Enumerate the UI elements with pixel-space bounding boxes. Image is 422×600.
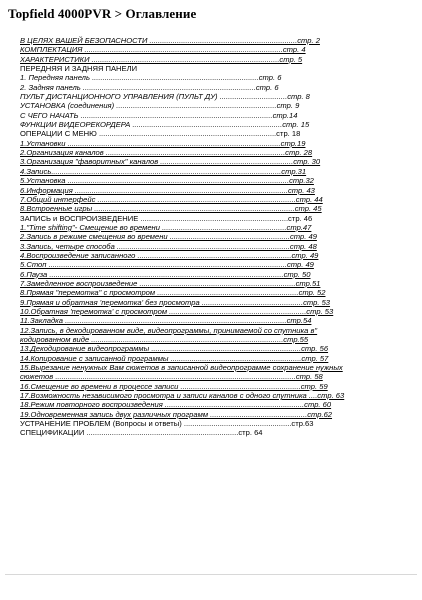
toc-entry[interactable]: 3.Организация "фаворитных" каналов ...............................................................стр. 30 bbox=[20, 157, 321, 167]
toc-entry[interactable]: 7.Замедленное воспроизведение ..........................................................................стр.51 bbox=[20, 278, 321, 288]
toc-entry[interactable]: ОПЕРАЦИИ С МЕНЮ ....................................................................................стр. 18 bbox=[20, 129, 301, 139]
toc-entry[interactable]: 18.Режим повторного воспроизведения ..................................................................стр. 60 bbox=[20, 400, 332, 410]
toc-entry[interactable]: 10.Обратная 'перемотка' с просмотром .................................................................стр. 53 bbox=[20, 306, 334, 316]
toc-entry[interactable]: 3.Запись, четыре способа ..................................................................................стр. 48 bbox=[20, 241, 317, 251]
toc-entry[interactable]: кодированном виде ...........................................................................................стр.55 bbox=[20, 335, 309, 344]
toc-entry[interactable]: 7.Общий интерфейс ..............................................................................................стр. 44 bbox=[20, 194, 323, 204]
toc-entry[interactable]: 1."Time shifting"- Смещение во времени ...........................................................стр.47 bbox=[20, 222, 312, 232]
toc-entry[interactable]: 14.Копирование с записанной программы ..............................................................стр. 57 bbox=[20, 353, 329, 363]
toc-entry[interactable]: ХАРАКТЕРИСТИКИ .........................................................................................стр. 5 bbox=[20, 54, 303, 64]
toc-entry[interactable]: 1.Установки .....................................................................................................стр.19 bbox=[20, 138, 306, 148]
toc-entry[interactable]: 19.Одновременная запись двух различных программ ..............................................стр.62 bbox=[20, 409, 333, 419]
toc-entry[interactable]: 5.Установка .........................................................................................................стр.32 bbox=[20, 176, 314, 186]
toc-entry[interactable]: 6.Информация .....................................................................................................стр. 43 bbox=[20, 185, 315, 195]
toc-entry[interactable]: В ЦЕЛЯХ ВАШЕЙ БЕЗОПАСНОСТИ ......................................................................стр. 2 bbox=[20, 36, 320, 45]
toc-entry[interactable]: КОМПЛЕКТАЦИЯ ..............................................................................................стр. 4 bbox=[20, 45, 306, 55]
toc-entry[interactable]: сюжетов ..................................................................................................................стр. 58 bbox=[20, 372, 323, 382]
toc-entry[interactable]: 9.Прямая и обратная 'перемотка' без просмотра ................................................стр. 53 bbox=[20, 297, 331, 307]
toc-entry[interactable]: 8.Прямая "перемотка" с просмотром ...................................................................стр. 52 bbox=[20, 288, 326, 298]
page-title: Topfield 4000PVR > Оглавление bbox=[8, 6, 197, 21]
toc-entry[interactable]: УСТРАНЕНИЕ ПРОБЛЕМ (Вопросы и ответы) ...................................................стр.63 bbox=[20, 419, 314, 429]
page-divider bbox=[5, 574, 417, 575]
toc-entry[interactable]: 2. Задняя панель ..................................................................................стр. 6 bbox=[20, 82, 279, 92]
toc-entry[interactable]: 6.Пауза ...............................................................................................................стр. 50 bbox=[20, 269, 311, 279]
toc-entry[interactable]: 5.Стоп .................................................................................................................стр. 49 bbox=[20, 260, 314, 270]
toc-entry[interactable]: 12.Запись, в декодированном виде, видеопрограммы, принимаемой со спутника в" bbox=[20, 325, 318, 335]
toc-entry[interactable]: 4.Запись.............................................................................................................стр.31 bbox=[20, 166, 307, 176]
toc-entry[interactable]: ФУНКЦИИ ВИДЕОРЕКОРДЕРА .......................................................................стр. 15 bbox=[20, 120, 310, 130]
toc-entry[interactable]: УСТАНОВКА (соединения) ............................................................................стр. 9 bbox=[20, 101, 300, 111]
toc-entry[interactable]: ПУЛЬТ ДИСТАНЦИОННОГО УПРАВЛЕНИЯ (ПУЛЬТ ДУ) ................................стр. 8 bbox=[20, 92, 310, 102]
toc-entry[interactable]: С ЧЕГО НАЧАТЬ ...........................................................................................стр.14 bbox=[20, 110, 298, 120]
toc-entry[interactable]: 17.Возможность независимого просмотра и записи каналов с одного спутника ....стр. 63 bbox=[20, 391, 345, 401]
toc-entry[interactable]: 13.Декодирование видеопрограммы .......................................................................стр. 56 bbox=[20, 344, 329, 354]
toc-entry[interactable]: ЗАПИСЬ и ВОСПРОИЗВЕДЕНИЕ ......................................................................стр. 46 bbox=[20, 213, 313, 223]
toc-entry[interactable]: 2.Запись в режиме смещения во времени .........................................................стр. 49 bbox=[20, 232, 317, 242]
toc-entry[interactable]: 1. Передняя панель ...............................................................................стр. 6 bbox=[20, 73, 282, 83]
toc-entry[interactable]: 8.Встроенные игры ...............................................................................................стр. 45 bbox=[20, 204, 322, 214]
toc-entry[interactable]: 2.Организация каналов .....................................................................................стр. 28 bbox=[20, 148, 313, 158]
toc-entry[interactable]: 16.Смещение во времени в процессе записи .........................................................стр. 59 bbox=[20, 381, 328, 391]
toc-entry[interactable]: 11.Закладка .........................................................................................................стр.54 bbox=[20, 316, 312, 326]
toc-entry[interactable]: СПЕЦИФИКАЦИИ ........................................................................стр. 64 bbox=[20, 428, 263, 438]
table-of-contents bbox=[20, 36, 410, 438]
toc-entry[interactable]: 4.Воспроизведение записанного .........................................................................стр. 49 bbox=[20, 250, 319, 260]
toc-entry[interactable]: ПЕРЕДНЯЯ И ЗАДНЯЯ ПАНЕЛИ bbox=[20, 64, 138, 74]
toc-entry[interactable]: 15.Вырезание ненужных Вам сюжетов в записанной видеопрограмме сохранение нужных bbox=[20, 363, 343, 373]
